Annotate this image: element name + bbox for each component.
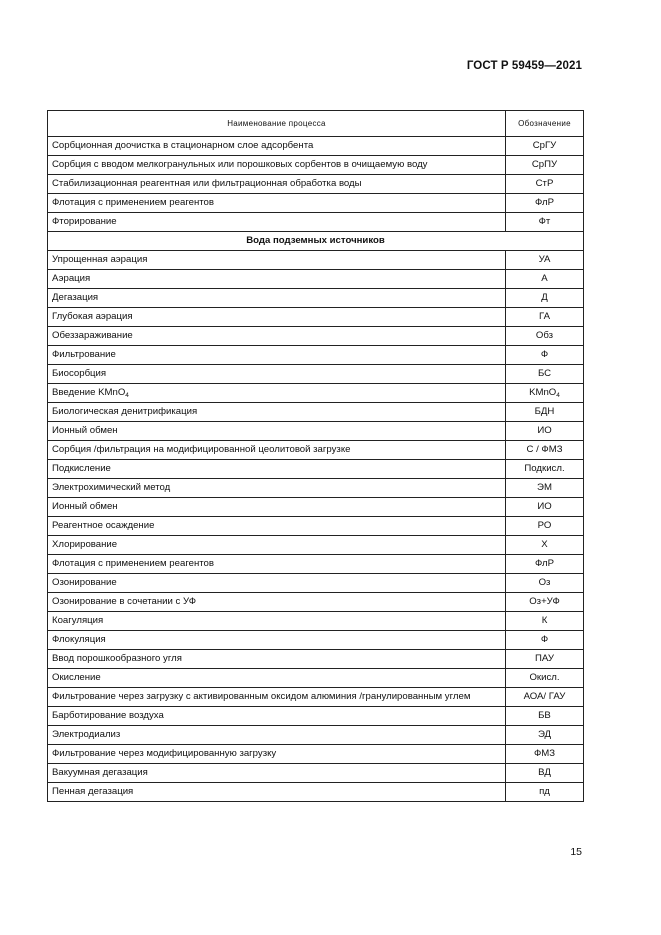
process-name <box>48 384 506 403</box>
process-code: БДН <box>506 403 584 422</box>
process-code: БС <box>506 365 584 384</box>
process-code: Х <box>506 536 584 555</box>
process-code: Фт <box>506 213 584 232</box>
process-name: Сорбция с вводом мелкогранульных или порошковых сорбентов в очищаемую воду <box>48 156 506 175</box>
table-row <box>48 688 584 707</box>
process-code: УА <box>506 251 584 270</box>
process-code: ФМЗ <box>506 745 584 764</box>
process-name: Хлорирование <box>48 536 506 555</box>
process-code: ЭМ <box>506 479 584 498</box>
process-code: ФлР <box>506 194 584 213</box>
process-code: Ф <box>506 631 584 650</box>
table-row <box>48 346 584 365</box>
table-row <box>48 669 584 688</box>
process-name: Реагентное осаждение <box>48 517 506 536</box>
process-name: Электродиализ <box>48 726 506 745</box>
table-row <box>48 403 584 422</box>
process-name: Глубокая аэрация <box>48 308 506 327</box>
process-name: Флотация с применением реагентов <box>48 194 506 213</box>
table-row <box>48 365 584 384</box>
process-code: Ф <box>506 346 584 365</box>
table-row <box>48 308 584 327</box>
process-code: Д <box>506 289 584 308</box>
process-name: Фторирование <box>48 213 506 232</box>
process-name: Упрощенная аэрация <box>48 251 506 270</box>
table-row <box>48 536 584 555</box>
process-name: Электрохимический метод <box>48 479 506 498</box>
process-name: Сорбция /фильтрация на модифицированной цеолитовой загрузке <box>48 441 506 460</box>
process-table <box>47 110 584 802</box>
table-row <box>48 194 584 213</box>
table-row <box>48 137 584 156</box>
process-name: Ионный обмен <box>48 498 506 517</box>
process-name: Окисление <box>48 669 506 688</box>
process-code: РО <box>506 517 584 536</box>
table-row <box>48 764 584 783</box>
process-name: Дегазация <box>48 289 506 308</box>
process-code: СрГУ <box>506 137 584 156</box>
table-row <box>48 289 584 308</box>
process-code: Оз <box>506 574 584 593</box>
table-body-top <box>48 137 584 232</box>
table-row <box>48 498 584 517</box>
process-name: Аэрация <box>48 270 506 289</box>
process-name: Ионный обмен <box>48 422 506 441</box>
table-row <box>48 593 584 612</box>
process-name: Сорбционная доочистка в стационарном слое адсорбента <box>48 137 506 156</box>
process-code: ВД <box>506 764 584 783</box>
table-row <box>48 156 584 175</box>
process-code: СтР <box>506 175 584 194</box>
process-code: Обз <box>506 327 584 346</box>
process-name: Биосорбция <box>48 365 506 384</box>
table-row <box>48 707 584 726</box>
process-code: ИО <box>506 498 584 517</box>
process-code: Оз+УФ <box>506 593 584 612</box>
table-row <box>48 555 584 574</box>
process-name-main: Введение KMnO <box>52 386 126 398</box>
process-code: БВ <box>506 707 584 726</box>
table-row <box>48 650 584 669</box>
table-body-a <box>48 251 584 384</box>
standard-designation: ГОСТ Р 59459—2021 <box>466 60 582 72</box>
table-row <box>48 612 584 631</box>
process-name: Флокуляция <box>48 631 506 650</box>
table-row <box>48 517 584 536</box>
table-body-b <box>48 403 584 802</box>
process-name: Барботирование воздуха <box>48 707 506 726</box>
process-code: ПАУ <box>506 650 584 669</box>
table-row <box>48 631 584 650</box>
process-code-main: KMnO <box>529 386 557 398</box>
process-name: Стабилизационная реагентная или фильтрационная обработка воды <box>48 175 506 194</box>
process-code: ИО <box>506 422 584 441</box>
table-row <box>48 745 584 764</box>
process-code: СрПУ <box>506 156 584 175</box>
table-row <box>48 251 584 270</box>
table-row <box>48 441 584 460</box>
table-row <box>48 270 584 289</box>
table-body-kmno4 <box>48 384 584 403</box>
subscript: 4 <box>556 391 560 399</box>
subscript: 4 <box>125 391 129 399</box>
process-name: Биологическая денитрификация <box>48 403 506 422</box>
process-name: Вакуумная дегазация <box>48 764 506 783</box>
process-name: Озонирование в сочетании с УФ <box>48 593 506 612</box>
process-name: Подкисление <box>48 460 506 479</box>
section-title: Вода подземных источников <box>48 232 584 251</box>
table-row <box>48 213 584 232</box>
table-section <box>48 232 584 251</box>
process-code: АОА/ ГАУ <box>506 688 584 707</box>
table-row <box>48 479 584 498</box>
process-code: Окисл. <box>506 669 584 688</box>
table-row <box>48 175 584 194</box>
table-row <box>48 384 584 403</box>
table-row <box>48 460 584 479</box>
table-row <box>48 726 584 745</box>
process-code: С / ФМЗ <box>506 441 584 460</box>
process-name: Фильтрование через загрузку с активированным оксидом алюминия /гранулированным углем <box>48 688 506 707</box>
process-code: ЭД <box>506 726 584 745</box>
section-row <box>48 232 584 251</box>
table-row <box>48 422 584 441</box>
table-row <box>48 327 584 346</box>
process-code: К <box>506 612 584 631</box>
table-row <box>48 783 584 802</box>
process-code <box>506 384 584 403</box>
page-number: 15 <box>570 846 582 858</box>
process-code: ГА <box>506 308 584 327</box>
column-header-code: Обозначение <box>506 111 584 137</box>
process-code: А <box>506 270 584 289</box>
table-header-row <box>48 111 584 137</box>
process-name: Флотация с применением реагентов <box>48 555 506 574</box>
process-code: ФлР <box>506 555 584 574</box>
process-name: Ввод порошкообразного угля <box>48 650 506 669</box>
process-name: Озонирование <box>48 574 506 593</box>
process-name: Пенная дегазация <box>48 783 506 802</box>
process-name: Коагуляция <box>48 612 506 631</box>
process-name: Фильтрование через модифицированную загрузку <box>48 745 506 764</box>
process-name: Фильтрование <box>48 346 506 365</box>
process-code: Подкисл. <box>506 460 584 479</box>
process-name: Обеззараживание <box>48 327 506 346</box>
process-code: пд <box>506 783 584 802</box>
table-row <box>48 574 584 593</box>
column-header-name: Наименование процесса <box>48 111 506 137</box>
